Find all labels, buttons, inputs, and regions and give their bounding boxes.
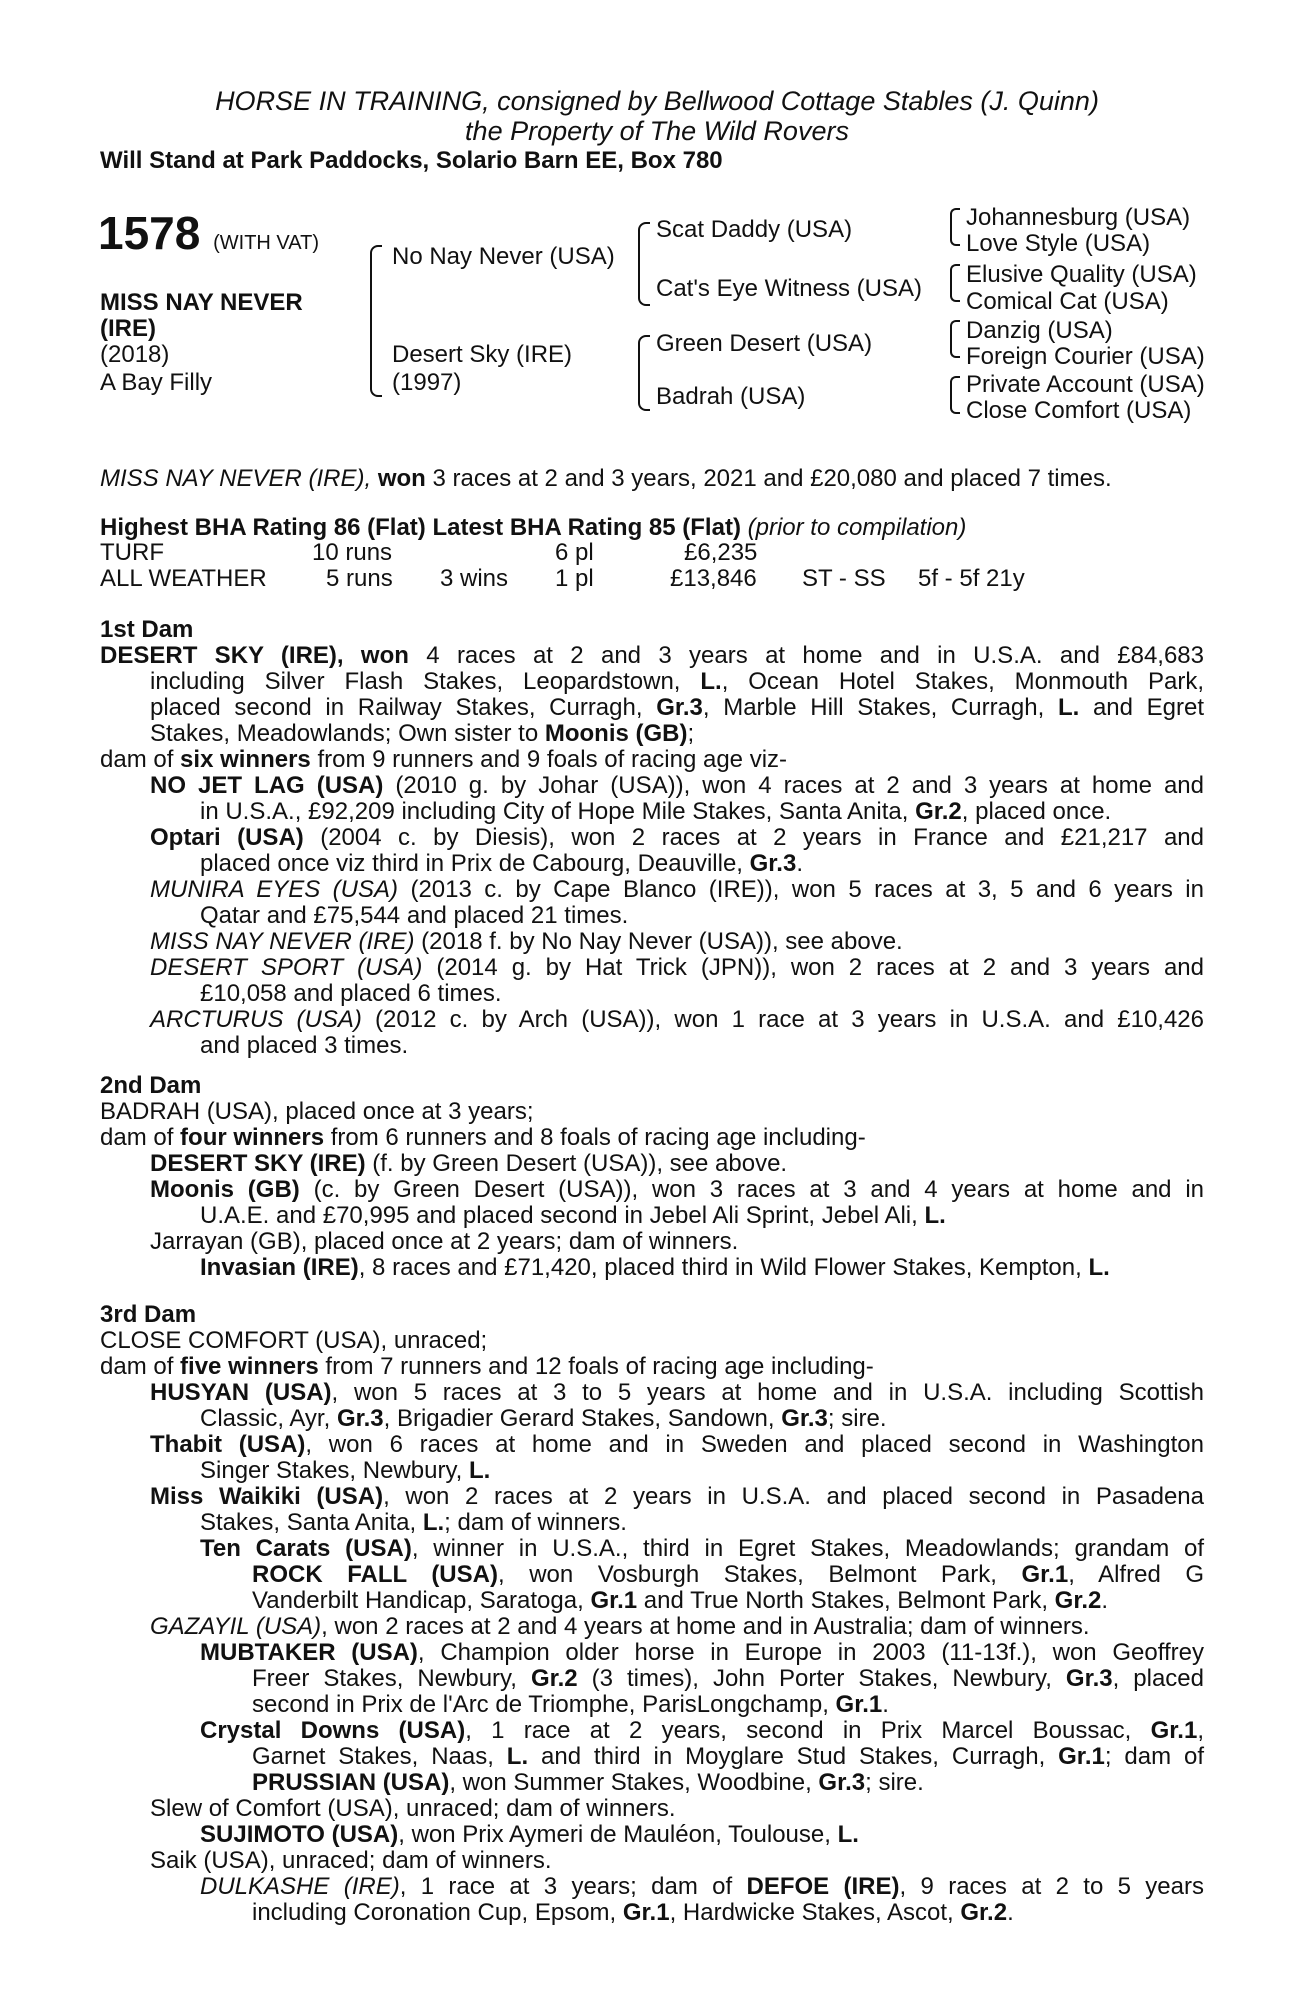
property-line: the Property of The Wild Rovers: [465, 116, 849, 146]
turf-prize: £6,235: [684, 539, 758, 566]
pedigree-sds: Elusive Quality (USA): [966, 261, 1197, 288]
produce-miss-waikiki: Miss Waikiki (USA), won 2 races at 2 years in U.S.A. and placed second in Pasadena: [150, 1483, 1204, 1510]
produce-slew-of-comfort: Slew of Comfort (USA), unraced; dam of winners.: [150, 1795, 676, 1822]
produce-invasian: Invasian (IRE), 8 races and £71,420, placed third in Wild Flower Stakes, Kempton, L.: [200, 1254, 1110, 1281]
produce-desert-sky: DESERT SKY (IRE) (f. by Green Desert (USA)), see above.: [150, 1150, 788, 1177]
second-dam-line1: BADRAH (USA), placed once at 3 years;: [100, 1098, 534, 1125]
aw-distances: 5f - 5f 21y: [918, 565, 1025, 592]
produce-crystal-downs-cont: Garnet Stakes, Naas, L. and third in Moyglare Stud Stakes, Curragh, Gr.1; dam of: [252, 1743, 1204, 1770]
produce-munira-eyes: MUNIRA EYES (USA) (2013 c. by Cape Blanco (IRE)), won 5 races at 3, 5 and 6 years in: [150, 876, 1204, 903]
pedigree-ddd: Close Comfort (USA): [966, 397, 1192, 424]
first-dam-heading: 1st Dam: [100, 616, 194, 643]
produce-ten-carats: Ten Carats (USA), winner in U.S.A., third in Egret Stakes, Meadowlands; grandam of: [200, 1535, 1204, 1562]
horse-name: MISS NAY NEVER: [100, 289, 303, 316]
vat-note: (WITH VAT): [213, 232, 320, 254]
produce-miss-nay-never: MISS NAY NEVER (IRE) (2018 f. by No Nay Never (USA)), see above.: [150, 928, 903, 955]
produce-optari-cont: placed once viz third in Prix de Cabourg, Deauville, Gr.3.: [200, 850, 803, 877]
second-dam-produce-intro: dam of four winners from 6 runners and 8 foals of racing age including-: [100, 1124, 866, 1151]
produce-arcturus-cont: and placed 3 times.: [200, 1032, 409, 1059]
produce-gazayil: GAZAYIL (USA), won 2 races at 2 and 4 years at home and in Australia; dam of winners.: [150, 1613, 1090, 1640]
produce-jarrayan: Jarrayan (GB), placed once at 2 years; dam of winners.: [150, 1228, 739, 1255]
pedigree-brace-dd: [950, 376, 960, 414]
consignor-line: HORSE IN TRAINING, consigned by Bellwood Cottage Stables (J. Quinn): [215, 86, 1099, 116]
produce-mubtaker-cont2: second in Prix de l'Arc de Triomphe, ParisLongchamp, Gr.1.: [252, 1691, 889, 1718]
aw-tracks: ST - SS: [802, 565, 886, 592]
aw-runs: 5 runs: [326, 565, 393, 592]
produce-husyan-cont: Classic, Ayr, Gr.3, Brigadier Gerard Stakes, Sandown, Gr.3; sire.: [200, 1405, 887, 1432]
produce-desert-sport-cont: £10,058 and placed 6 times.: [200, 980, 502, 1007]
produce-dulkashe-cont: including Coronation Cup, Epsom, Gr.1, Hardwicke Stakes, Ascot, Gr.2.: [252, 1899, 1014, 1926]
pedigree-brace-sire: [638, 222, 650, 306]
aw-label: ALL WEATHER: [100, 565, 267, 592]
first-dam-line2: including Silver Flash Stakes, Leopardstown, L., Ocean Hotel Stakes, Monmouth Park,: [150, 668, 1204, 695]
race-summary: MISS NAY NEVER (IRE), won 3 races at 2 and 3 years, 2021 and £20,080 and placed 7 times.: [100, 465, 1112, 492]
produce-thabit-cont: Singer Stakes, Newbury, L.: [200, 1457, 491, 1484]
pedigree-brace-dam: [638, 335, 650, 411]
pedigree-sss: Johannesburg (USA): [966, 204, 1191, 231]
aw-prize: £13,846: [670, 565, 757, 592]
produce-mubtaker: MUBTAKER (USA), Champion older horse in Europe in 2003 (11-13f.), won Geoffrey: [200, 1639, 1204, 1666]
dam-year: (1997): [392, 369, 462, 396]
pedigree-brace-ds: [950, 320, 960, 358]
lot-number: 1578 (WITH VAT): [98, 207, 320, 259]
produce-no-jet-lag: NO JET LAG (USA) (2010 g. by Johar (USA)), won 4 races at 2 and 3 years at home and: [150, 772, 1205, 799]
pedigree-dds: Private Account (USA): [966, 371, 1205, 398]
dam-dam: Badrah (USA): [656, 383, 806, 410]
produce-mubtaker-cont1: Freer Stakes, Newbury, Gr.2 (3 times), John Porter Stakes, Newbury, Gr.3, placed: [252, 1665, 1205, 1692]
produce-husyan: HUSYAN (USA), won 5 races at 3 to 5 years at home and in U.S.A. including Scottish: [150, 1379, 1204, 1406]
dam-sire: Green Desert (USA): [656, 330, 873, 357]
turf-runs: 10 runs: [312, 539, 393, 566]
pedigree-sdd: Comical Cat (USA): [966, 288, 1169, 315]
produce-rock-fall-cont: Vanderbilt Handicap, Saratoga, Gr.1 and True North Stakes, Belmont Park, Gr.2.: [252, 1587, 1109, 1614]
pedigree-ssd: Love Style (USA): [966, 230, 1151, 257]
pedigree-dss: Danzig (USA): [966, 317, 1113, 344]
first-dam-line1: DESERT SKY (IRE), won 4 races at 2 and 3 years at home and in U.S.A. and £84,683: [100, 642, 1205, 669]
produce-no-jet-lag-cont: in U.S.A., £92,209 including City of Hope Mile Stakes, Santa Anita, Gr.2, placed once.: [200, 798, 1112, 825]
third-dam-produce-intro: dam of five winners from 7 runners and 12 foals of racing age including-: [100, 1353, 874, 1380]
second-dam-heading: 2nd Dam: [100, 1072, 202, 1099]
dam: Desert Sky (IRE): [392, 341, 573, 368]
produce-prussian: PRUSSIAN (USA), won Summer Stakes, Woodbine, Gr.3; sire.: [252, 1769, 924, 1796]
produce-saik: Saik (USA), unraced; dam of winners.: [150, 1847, 552, 1874]
pedigree-dsd: Foreign Courier (USA): [966, 343, 1205, 370]
third-dam-heading: 3rd Dam: [100, 1301, 197, 1328]
sire: No Nay Never (USA): [392, 243, 615, 270]
produce-munira-eyes-cont: Qatar and £75,544 and placed 21 times.: [200, 902, 629, 929]
horse-description: A Bay Filly: [100, 369, 213, 396]
horse-suffix: (IRE): [100, 315, 156, 342]
produce-sujimoto: SUJIMOTO (USA), won Prix Aymeri de Mauléon, Toulouse, L.: [200, 1821, 859, 1848]
stabling-line: Will Stand at Park Paddocks, Solario Barn EE, Box 780: [100, 147, 723, 174]
pedigree-brace-main: [370, 245, 382, 397]
produce-dulkashe: DULKASHE (IRE), 1 race at 3 years; dam of DEFOE (IRE), 9 races at 2 to 5 years: [200, 1873, 1204, 1900]
first-dam-produce-intro: dam of six winners from 9 runners and 9 foals of racing age viz-: [100, 746, 788, 773]
foaling-year: (2018): [100, 341, 170, 368]
produce-moonis-cont: U.A.E. and £70,995 and placed second in Jebel Ali Sprint, Jebel Ali, L.: [200, 1202, 946, 1229]
turf-placed: 6 pl: [555, 539, 594, 566]
produce-optari: Optari (USA) (2004 c. by Diesis), won 2 races at 2 years in France and £21,217 and: [150, 824, 1204, 851]
sire-sire: Scat Daddy (USA): [656, 216, 853, 243]
aw-wins: 3 wins: [440, 565, 509, 592]
pedigree-brace-ss: [950, 208, 960, 246]
produce-rock-fall: ROCK FALL (USA), won Vosburgh Stakes, Belmont Park, Gr.1, Alfred G: [252, 1561, 1205, 1588]
produce-arcturus: ARCTURUS (USA) (2012 c. by Arch (USA)), won 1 race at 3 years in U.S.A. and £10,426: [150, 1006, 1204, 1033]
pedigree-brace-sd: [950, 264, 960, 302]
first-dam-line3: placed second in Railway Stakes, Curragh, Gr.3, Marble Hill Stakes, Curragh, L. and Egret: [150, 694, 1205, 721]
first-dam-line4: Stakes, Meadowlands; Own sister to Moonis (GB);: [150, 720, 695, 747]
sire-dam: Cat's Eye Witness (USA): [656, 275, 922, 302]
produce-crystal-downs: Crystal Downs (USA), 1 race at 2 years, second in Prix Marcel Boussac, Gr.1,: [200, 1717, 1204, 1744]
produce-thabit: Thabit (USA), won 6 races at home and in Sweden and placed second in Washington: [150, 1431, 1204, 1458]
produce-moonis: Moonis (GB) (c. by Green Desert (USA)), won 3 races at 3 and 4 years at home and in: [150, 1176, 1205, 1203]
produce-desert-sport: DESERT SPORT (USA) (2014 g. by Hat Trick (JPN)), won 2 races at 2 and 3 years and: [150, 954, 1204, 981]
bha-rating: Highest BHA Rating 86 (Flat) Latest BHA Rating 85 (Flat) (prior to compilation): [100, 514, 967, 541]
turf-label: TURF: [100, 539, 164, 566]
produce-miss-waikiki-cont: Stakes, Santa Anita, L.; dam of winners.: [200, 1509, 627, 1536]
aw-placed: 1 pl: [555, 565, 594, 592]
third-dam-line1: CLOSE COMFORT (USA), unraced;: [100, 1327, 488, 1354]
